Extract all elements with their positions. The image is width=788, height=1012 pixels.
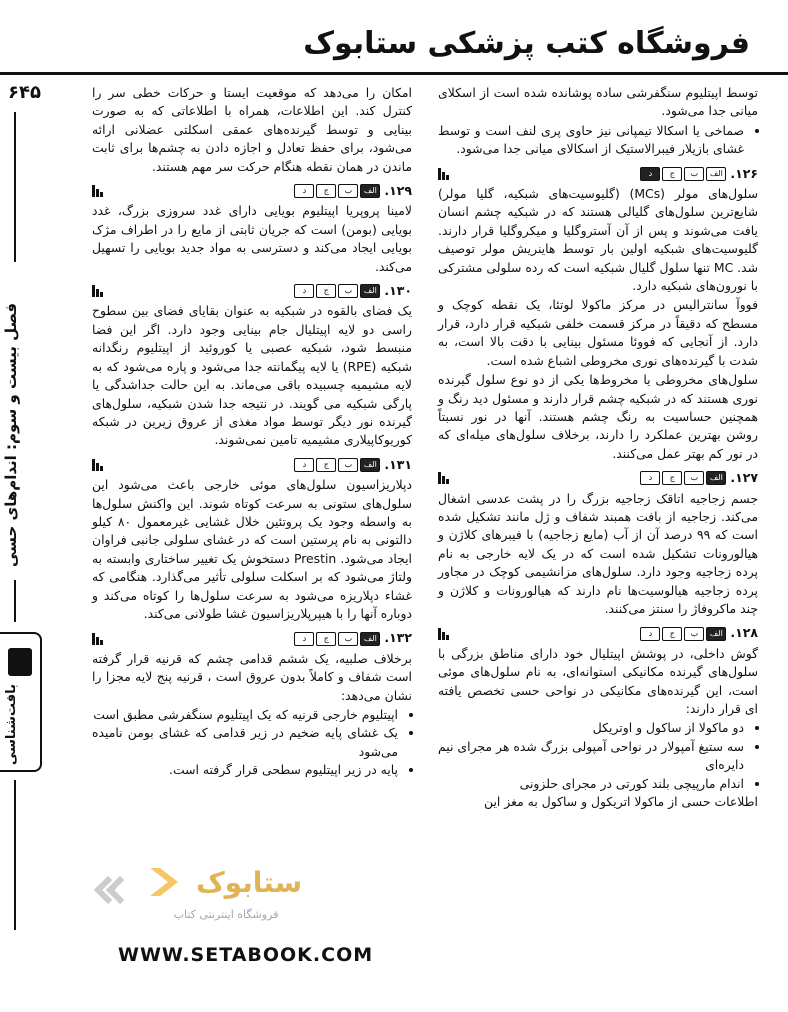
watermark-subtitle: فروشگاه اینترنتی کتاب — [173, 908, 279, 921]
bullet-item: • دو ماکولا از ساکول و اوتریکل — [438, 719, 744, 737]
answer-options — [294, 184, 380, 198]
answer-bullet-list — [92, 706, 412, 780]
intro-paragraph: امکان را می‌دهد که موقعیت ایستا و حرکات خطی سر را کنترل کند. این اطلاعات، همراه با اطلاعاتی که به صورت بینایی و توسط گیرنده‌های عمقی اسکلتی عضلانی ارائه می‌شود، برای حفظ تعادل و اجازه دادن به چشم‌ها برای ثابت ماندن در همان نقطه هنگام حرکت سر مهم هستند. — [92, 85, 412, 174]
question-number: ۱۲۶. — [730, 165, 758, 181]
answer-paragraph: دپلاریزاسیون سلول‌های موئی خارجی باعث می‌شود این سلول‌های ستونی به سرعت کوتاه شوند. این واکنش سلول‌ها به واسطه وجود یک پروتئین خلال غشایی غیرمعمول ۸۰ کیلو دالتونی به نام پرستین است که در غشای سلولی جانبی فراوان ایجاد می‌شود. Prestin دستخوش یک تغییر ساختاری وابسته به ولتاژ می‌شود که بر اسکلت سلولی تأثیر می‌گذارد. هنگامی که غشاء دپلاریزه می‌شود به سرعت سلول‌ها را کوتاه می‌کند و دوباره آنها را با هیپرپلاریزاسیون غشا طولانی می‌کند. — [92, 477, 412, 621]
answer-options — [640, 167, 726, 181]
side-rule-top — [14, 112, 16, 262]
question-header — [438, 624, 758, 642]
answer-option: ج — [662, 627, 682, 641]
answer-paragraph: فووآ سانترالیس در مرکز ماکولا لوتئا، یک نقطه کوچک و مسطح که دقیقاً در مرکز قسمت خلفی شبکیه قرار دارد، قرار دارد. از آنجایی که فووئا مسئول بینایی با دقت بالا است، به شدت با گیرنده‌های نوری مخروطی اشباع شده است. — [438, 297, 758, 368]
left-column — [92, 84, 412, 780]
answer-option: الف — [360, 184, 380, 198]
section-tab-label: بافت‌شناسی — [4, 684, 19, 765]
difficulty-bars-icon — [438, 168, 449, 180]
answer-options — [294, 458, 380, 472]
answer-bullet-list — [438, 719, 758, 793]
page-number: ۶۴۵ — [8, 82, 41, 103]
page-header-title: فروشگاه کتب پزشکی ستابوک — [303, 26, 750, 61]
answer-option: ج — [662, 167, 682, 181]
question-header — [92, 282, 412, 300]
watermark — [92, 862, 312, 930]
question-number: ۱۲۷. — [730, 470, 758, 486]
question-header — [438, 165, 758, 183]
watermark-word: ستابوک — [196, 866, 303, 899]
difficulty-bars-icon — [92, 285, 103, 297]
answer-option: ج — [316, 458, 336, 472]
difficulty-bars-icon — [438, 628, 449, 640]
difficulty-bars-icon — [438, 472, 449, 484]
answer-paragraph: گوش داخلی، در پوشش اپیتلیال خود دارای مناطق بزرگی با سلول‌های گیرنده مکانیکی استوانه‌ای، به نام سلول‌های موئی است، این گیرنده‌های مکانیکی در نواحی حسی تخصص یافته ای قرار دارند: — [438, 645, 758, 716]
bullet-item: • پایه در زیر اپیتلیوم سطحی قرار گرفته است. — [92, 761, 398, 779]
bullet-item: • صماخی یا اسکالا تیمپانی نیز حاوی پری لنف است و توسط غشای بازیلار فیبرالاستیک از اسکالای میانی جدا می‌شود. — [438, 122, 744, 159]
answer-option: د — [640, 627, 660, 641]
answer-option: د — [294, 632, 314, 646]
answer-paragraph: برخلاف صلبیه، یک ششم قدامی چشم که قرنیه قرار گرفته است شفاف و کاملاً بدون عروق است ، قرنیه پنج لایه مجزا را نشان می‌دهد: — [92, 650, 412, 703]
bullet-item: • سه ستیغ آمپولار در نواحی آمپولی بزرگ شده هر مجرای نیم دایره‌ای — [438, 738, 744, 775]
answer-paragraph: یک فضای بالقوه در شبکیه به عنوان بقایای فضای بین سطوح راسی دو لایه اپیتلیال جام بینایی وجود دارد. اگر این فضا منبسط شود، شبکیه عصبی یا کوروئید از اپیتلیوم رنگدانه شبکیه (RPE) یا لایه پیگمانته جدا می‌شود و پاره می‌شود که به لایه مشیمیه چسبیده باقی می‌ماند. به این حالت جداشدگی یا پارگی شبکیه می گویند. در نتیجه جدا شدن شبکیه، سلول‌های گیرنده نور دیگر توسط مواد مغذی از عروق زیرین در شبکه کوریوکاپیلاری مشیمیه تامین نمی‌شوند. — [92, 303, 412, 448]
answer-option: الف — [706, 167, 726, 181]
right-column — [438, 84, 758, 812]
header-rule — [0, 72, 788, 75]
intro-bullet-list — [438, 122, 758, 159]
answer-option: ب — [338, 632, 358, 646]
answer-paragraph: لامینا پروپریا اپیتلیوم بویایی دارای غدد سروزی بزرگ، غدد بویایی (بومن) است که جریان ثابتی از مایع را در اطراف مژک بویایی ایجاد می‌کند و دسترسی به مواد جدید بویایی را تسهیل می‌کند. — [92, 203, 412, 274]
answer-option: د — [294, 284, 314, 298]
question-header — [438, 469, 758, 487]
answer-options — [294, 284, 380, 298]
answer-option: الف — [706, 627, 726, 641]
difficulty-bars-icon — [92, 185, 103, 197]
question-header — [92, 629, 412, 647]
answer-option: ب — [338, 184, 358, 198]
answer-option: ب — [338, 458, 358, 472]
bullet-item: • یک غشای پایه ضخیم در زیر قدامی که غشای بومن نامیده می‌شود — [92, 724, 398, 761]
answer-option: ج — [316, 284, 336, 298]
question-number: ۱۳۲. — [384, 630, 412, 646]
answer-option: د — [640, 471, 660, 485]
answer-option: الف — [360, 458, 380, 472]
book-logo-icon — [8, 648, 32, 676]
answer-options — [640, 627, 726, 641]
bullet-item: • اندام مارپیچی بلند کورتی در مجرای حلزونی — [438, 775, 744, 793]
answer-option: ب — [684, 627, 704, 641]
difficulty-bars-icon — [92, 459, 103, 471]
answer-option: د — [640, 167, 660, 181]
answer-paragraph: جسم زجاجیه اتاقک زجاجیه بزرگ را در پشت عدسی اشغال می‌کند. زجاجیه از بافت همبند شفاف و ژل مانند تشکیل شده است که ۹۹ درصد آن از آب (مایع زجاجیه) با فیبرهای کلاژن و هیالورونات تشکیل شده است که در یک لایه خارجی به نام پرده زجاجیه وجود دارد. سلول‌های مزانشیمی کوچک در مجاور پرده زجاجیه هیالوسیت‌ها نام دارند که هیالورونات و کلاژن و چند ماکروفاژ را سنتز می‌کنند. — [438, 490, 758, 616]
question-number: ۱۳۰. — [384, 283, 412, 299]
answer-options — [640, 471, 726, 485]
question-number: ۱۳۱. — [384, 456, 412, 472]
answer-option: ب — [338, 284, 358, 298]
intro-paragraph: توسط اپیتلیوم سنگفرشی ساده پوشانده شده است از اسکلای میانی جدا می‌شود. — [438, 85, 758, 119]
side-rule-middle — [14, 580, 16, 622]
footer-url: WWW.SETABOOK.COM — [118, 944, 374, 966]
answer-option: ب — [684, 167, 704, 181]
watermark-chevron-icon — [92, 868, 132, 908]
answer-option: الف — [360, 284, 380, 298]
answer-option: الف — [360, 632, 380, 646]
chapter-title: فصل بیست و سوم: اندام‌های حسی — [2, 302, 20, 568]
question-header — [92, 456, 412, 474]
difficulty-bars-icon — [92, 633, 103, 645]
answer-option: ج — [662, 471, 682, 485]
answer-option: ج — [316, 632, 336, 646]
answer-option: ب — [684, 471, 704, 485]
answer-option: ج — [316, 184, 336, 198]
answer-paragraph: اطلاعات حسی از ماکولا اتریکول و ساکول به مغز این — [484, 794, 758, 810]
answer-option: الف — [706, 471, 726, 485]
answer-paragraph: سلول‌های مولر (MCs) (گلیوسیت‌های شبکیه، گلیا مولر) شایع‌ترین سلول‌های گلیالی هستند که در شبکیه چشم انسان یافت می‌شوند و پس از آن آستروگلیا و میکروگلیا قرار دارند. گلیوسیت‌های شبکیه اولین بار توسط هاینریش مولر توصیف شد. MC تنها سلول گلیال شبکیه است که رده سلولی مشترکی با نورون‌های شبکیه دارد. — [438, 186, 759, 294]
question-number: ۱۲۹. — [384, 183, 412, 199]
answer-option: د — [294, 184, 314, 198]
answer-option: د — [294, 458, 314, 472]
answer-paragraph: سلول‌های مخروطی یا مخروط‌ها یکی از دو نوع سلول گیرنده نوری هستند که در شبکیه چشم قرار دارند و مسئول دید رنگ و همچنین حساسیت به رنگ چشم هستند. آنها در نور نسبتاً روشن بهترین عملکرد را دارند، برخلاف سلول‌های میله‌ای که در نور کم بهتر عمل می‌کنند. — [438, 372, 758, 461]
answer-options — [294, 632, 380, 646]
side-rule-bottom — [14, 780, 16, 930]
question-header — [92, 182, 412, 200]
bullet-item: • اپیتلیوم خارجی قرنیه که یک اپیتلیوم سنگفرشی مطبق است — [92, 706, 398, 724]
question-number: ۱۲۸. — [730, 625, 758, 641]
